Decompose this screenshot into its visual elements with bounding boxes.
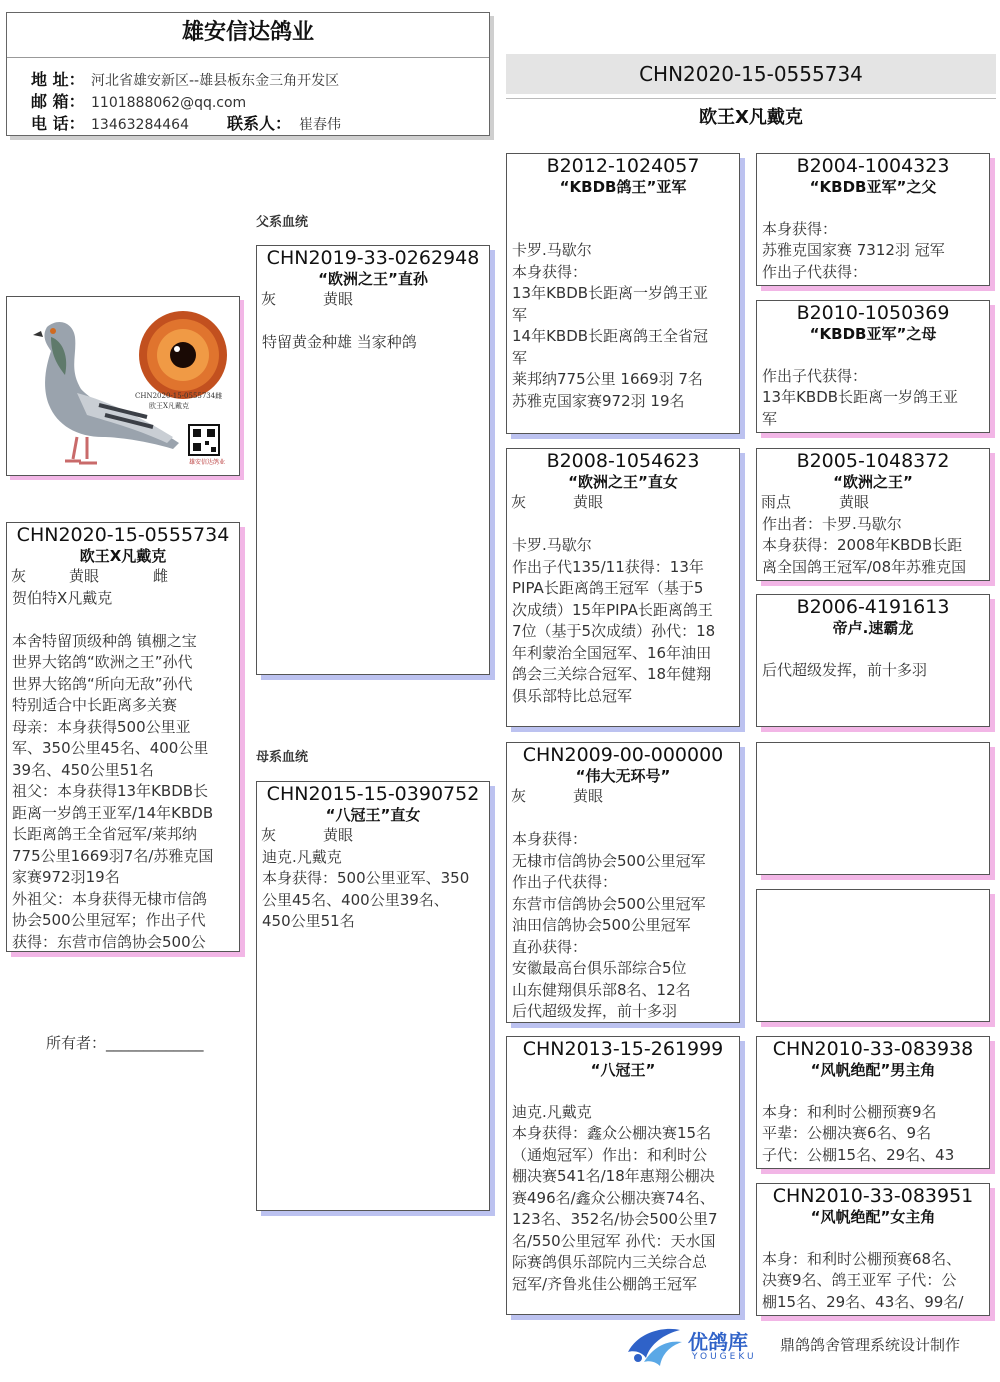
gp-dd-title: “八冠王” — [590, 1061, 656, 1079]
ggp-5-card-empty — [756, 742, 990, 875]
detail-line: 离全国鸽王冠军/08年苏雅克国 — [762, 557, 967, 576]
footer-brand: 优鸽库 — [688, 1330, 748, 1354]
detail-line: 迪克.凡戴克 — [512, 1102, 592, 1121]
detail-line: 后代超级发挥，前十多羽 — [762, 660, 928, 679]
subject-eye: 黄眼 — [69, 567, 100, 585]
ggp4-title: 帝卢.速霸龙 — [832, 619, 914, 637]
detail-line: 公里45名、400公里39名、 — [262, 890, 449, 909]
detail-line: 后代超级发挥，前十多羽 — [512, 1002, 678, 1020]
detail-line: 作出者：卡罗.马歇尔 — [762, 514, 902, 533]
footer-credit: 鼎鸽鸽舍管理系统设计制作 — [780, 1336, 961, 1354]
gp-ss-lines — [507, 197, 739, 412]
detail-line: 东营市信鸽协会500公里冠军 — [512, 894, 706, 913]
address-value: 河北省雄安新区--雄县板东金三角开发区 — [91, 73, 340, 89]
photo-caption-ring: CHN2020-15-0555734雌 — [135, 392, 223, 400]
ggp4-lines — [757, 638, 989, 681]
gp-ss-title: “KBDB鸽王”亚军 — [559, 178, 687, 196]
ggp2-title: “KBDB亚军”之母 — [809, 325, 937, 343]
detail-line: 获得：东营市信鸽协会500公 — [12, 932, 206, 951]
ggp4-ring: B2006-4191613 — [796, 596, 950, 618]
detail-line: 苏雅克国家赛 7312羽 冠军 — [762, 241, 945, 259]
granddam-maternal-card — [506, 1036, 740, 1315]
ggp3-color: 雨点 — [761, 493, 792, 511]
gp-dd-lines — [507, 1080, 739, 1295]
detail-line: 13年KBDB长距离一岁鸽王亚 — [762, 388, 959, 406]
ggp2-lines — [757, 344, 989, 430]
ggp3-ring: B2005-1048372 — [796, 450, 950, 472]
detail-line — [257, 311, 489, 333]
detail-line: 特别适合中长距离多关赛 — [12, 696, 178, 714]
detail-line: 家赛972羽19名 — [12, 868, 120, 886]
detail-line: 14年KBDB长距离鸽王全省冠 — [512, 327, 709, 345]
detail-line: 本身获得： — [512, 262, 588, 281]
ggp1-title: “KBDB亚军”之父 — [809, 178, 937, 196]
loft-name: 雄安信达鸽业 — [181, 20, 314, 45]
detail-line: 莱邦纳775公里 1669羽 7名 — [512, 370, 703, 388]
detail-line: 军 — [512, 305, 528, 324]
detail-line: 长距离鸽王全省冠军/莱邦纳 — [12, 825, 198, 843]
gp-sd-title: “欧洲之王”直女 — [568, 473, 678, 491]
detail-line: 名/550公里冠军 孙代：天水国 — [512, 1231, 716, 1250]
detail-line — [757, 638, 989, 660]
ggp-4-card — [756, 594, 990, 727]
band-divider — [506, 98, 996, 99]
detail-line: 军 — [512, 348, 528, 367]
detail-line: 作出子代获得： — [512, 873, 618, 891]
email-label: 邮 箱： — [31, 92, 85, 111]
gp-ds-eye: 黄眼 — [573, 787, 604, 805]
owner-field: 所有者：_____________ — [46, 1034, 204, 1052]
ggp1-ring: B2004-1004323 — [796, 155, 950, 177]
gp-sd-ring: B2008-1054623 — [546, 450, 700, 472]
detail-line: 安徽最高台俱乐部综合5位 — [512, 959, 687, 977]
ggp7-title: “风帆绝配”男主角 — [810, 1061, 936, 1079]
subject-card-lines — [7, 588, 239, 953]
detail-line: 本身：和利时公棚预赛68名、 — [762, 1249, 962, 1268]
subject-card-traits — [7, 566, 239, 588]
ggp7-ring: CHN2010-33-083938 — [772, 1038, 974, 1060]
detail-line — [7, 609, 239, 631]
detail-line: 次成绩）15年PIPA长距离鸽王 — [512, 600, 713, 619]
gp-ds-traits — [507, 786, 739, 808]
email-value: 1101888062@qq.com — [91, 95, 247, 111]
loft-header — [6, 12, 490, 136]
detail-line: 军 — [762, 409, 778, 428]
detail-line: 迪克.凡戴克 — [262, 847, 342, 866]
detail-line: 特留黄金种雄 当家种鸽 — [262, 333, 417, 351]
detail-line: 本身获得： — [512, 830, 588, 848]
detail-line: 本身获得：2008年KBDB长距 — [762, 536, 963, 554]
detail-line: 卡罗.马歇尔 — [512, 536, 592, 554]
detail-line: 本身获得： — [762, 219, 838, 238]
detail-line: 直孙获得： — [512, 937, 588, 956]
sire-traits — [257, 289, 489, 311]
ggp8-ring: CHN2010-33-083951 — [772, 1185, 974, 1207]
detail-line: 7位（基于5次成绩）孙代：18 — [512, 622, 716, 640]
footer — [624, 1322, 994, 1368]
ggp7-lines — [757, 1080, 989, 1166]
subject-card-ring: CHN2020-15-0555734 — [16, 524, 230, 546]
gp-ss-ring: B2012-1024057 — [546, 155, 700, 177]
detail-line: 冠军/齐鲁兆佳公棚鸽王冠军 — [512, 1274, 698, 1293]
detail-line — [757, 1080, 989, 1102]
gp-dd-ring: CHN2013-15-261999 — [522, 1038, 724, 1060]
granddam-paternal-card — [506, 448, 740, 727]
ggp8-title: “风帆绝配”女主角 — [810, 1208, 936, 1226]
ggp-1-card — [756, 153, 990, 286]
detail-line — [507, 219, 739, 241]
dam-ring: CHN2015-15-0390752 — [266, 783, 480, 805]
detail-line: 鸽会三关综合冠军、18年健翔 — [512, 665, 712, 683]
yougeku-logo-icon — [624, 1322, 684, 1368]
subject-color: 灰 — [11, 567, 27, 585]
detail-line: 卡罗.马歇尔 — [512, 241, 592, 259]
gp-ds-color: 灰 — [511, 787, 527, 805]
detail-line: 祖父：本身获得13年KBDB长 — [12, 782, 209, 800]
phone-row — [31, 114, 341, 135]
detail-line: 本舍特留顶级种鸽 镇棚之宝 — [12, 631, 197, 650]
gp-ds-lines — [507, 808, 739, 1023]
detail-line: 赛496名/鑫众公棚决赛74名、 — [512, 1188, 715, 1207]
gp-sd-eye: 黄眼 — [573, 493, 604, 511]
email-row — [31, 92, 246, 113]
phone-label: 电 话： — [31, 114, 85, 133]
detail-line — [507, 514, 739, 536]
subject-card — [6, 522, 240, 952]
grandsire-maternal-card — [506, 742, 740, 1023]
subject-title: 欧王X凡戴克 — [699, 107, 803, 128]
detail-line: 作出子代获得： — [762, 366, 868, 385]
detail-line — [757, 197, 989, 219]
detail-line: 棚15名、29名、43名、99名/ — [762, 1292, 964, 1311]
ggp3-title: “欧洲之王” — [833, 473, 913, 491]
phone-value: 13463284464 — [91, 117, 189, 133]
detail-line: PIPA长距离鸽王冠军（基于5 — [512, 579, 704, 597]
detail-line: 作出子代135/11获得：13年 — [512, 557, 704, 576]
pigeon-photo — [6, 296, 240, 476]
detail-line: 协会500公里冠军；作出子代 — [12, 911, 206, 929]
photo-caption-small: 雄安信达鸽业 — [189, 459, 226, 466]
address-label: 地 址： — [31, 70, 85, 89]
detail-line: 775公里1669羽7名/苏雅克国 — [12, 846, 214, 865]
gp-ds-title: “伟大无环号” — [575, 767, 671, 785]
dam-traits — [257, 825, 489, 847]
contact-label: 联系人： — [227, 114, 292, 133]
sire-eye: 黄眼 — [323, 290, 354, 308]
contact-value: 崔春伟 — [299, 117, 342, 133]
detail-line: 母亲：本身获得500公里亚 — [12, 717, 191, 736]
sire-card — [256, 245, 490, 675]
sire-lines — [257, 311, 489, 354]
dam-card — [256, 781, 490, 1211]
grandsire-paternal-card — [506, 153, 740, 434]
dam-lines — [257, 847, 489, 933]
ggp-6-card-empty — [756, 889, 990, 1022]
detail-line: 123名、352名/协会500公里7 — [512, 1210, 718, 1228]
detail-line: 年利蒙治全国冠军、16年油田 — [512, 643, 712, 662]
ggp-7-card — [756, 1036, 990, 1169]
detail-line: 俱乐部特比总冠军 — [512, 686, 633, 705]
detail-line: 决赛9名、鸽王亚军 子代：公 — [762, 1271, 957, 1289]
detail-line: 际赛鸽俱乐部院内三关综合总 — [512, 1253, 708, 1271]
detail-line: 距离一岁鸽王亚军/14年KBDB — [12, 803, 214, 822]
sire-ring: CHN2019-33-0262948 — [266, 247, 480, 269]
photo-caption-name: 欧王X凡戴克 — [149, 402, 189, 410]
sire-title: “欧洲之王”直孙 — [318, 270, 428, 288]
detail-line: 世界大铭鸽“所向无敌”孙代 — [12, 674, 193, 693]
dam-line-label: 母系血统 — [256, 750, 309, 765]
detail-line: 棚决赛541名/18年惠翔公棚决 — [512, 1167, 715, 1185]
gp-sd-color: 灰 — [511, 493, 527, 511]
subject-card-title: 欧王X凡戴克 — [79, 547, 167, 565]
sire-line-label: 父系血统 — [256, 215, 309, 230]
sire-color: 灰 — [261, 290, 277, 308]
dam-eye: 黄眼 — [323, 826, 354, 844]
detail-line: 450公里51名 — [262, 912, 355, 930]
pigeon-illustration — [7, 297, 240, 476]
dam-title: “八冠王”直女 — [325, 806, 421, 824]
detail-line: 子代：公棚15名、29名、43 — [762, 1145, 955, 1164]
detail-line: 油田信鸽协会500公里冠军 — [512, 916, 691, 934]
gp-sd-traits — [507, 492, 739, 514]
detail-line: （通炮冠军）作出：和利时公 — [512, 1145, 708, 1164]
detail-line — [507, 1080, 739, 1102]
address-row — [31, 70, 339, 91]
detail-line — [507, 808, 739, 830]
ggp8-lines — [757, 1227, 989, 1313]
detail-line: 平辈：公棚决赛6名、9名 — [762, 1124, 932, 1142]
subject-sex: 雌 — [153, 567, 169, 585]
detail-line: 作出子代获得： — [762, 262, 868, 281]
detail-line: 本身：和利时公棚预赛9名 — [762, 1102, 937, 1121]
detail-line — [757, 1227, 989, 1249]
ggp-8-card — [756, 1183, 990, 1316]
ggp-2-card — [756, 300, 990, 433]
detail-line: 本身获得：500公里亚军、350 — [262, 869, 470, 887]
detail-line — [507, 197, 739, 219]
ggp2-ring: B2010-1050369 — [796, 302, 950, 324]
ggp-3-card — [756, 448, 990, 581]
detail-line: 贺伯特X凡戴克 — [12, 588, 113, 607]
detail-line: 世界大铭鸽“欧洲之王”孙代 — [12, 653, 193, 671]
ggp3-eye: 黄眼 — [839, 493, 870, 511]
detail-line: 39名、450公里51名 — [12, 760, 154, 779]
ggp3-traits — [757, 492, 989, 514]
subject-ring-band: CHN2020-15-0555734 — [506, 54, 996, 94]
detail-line: 13年KBDB长距离一岁鸽王亚 — [512, 284, 709, 302]
dam-color: 灰 — [261, 826, 277, 844]
detail-line: 山东健翔俱乐部8名、12名 — [512, 980, 691, 999]
ggp1-lines — [757, 197, 989, 283]
ggp3-lines — [757, 514, 989, 579]
detail-line: 苏雅克国家赛972羽 19名 — [512, 391, 685, 410]
detail-line: 外祖父：本身获得无棣市信鸽 — [12, 889, 208, 908]
detail-line: 本身获得：鑫众公棚决赛15名 — [512, 1124, 712, 1142]
gp-sd-lines — [507, 514, 739, 708]
gp-ds-ring: CHN2009-00-000000 — [522, 744, 724, 766]
detail-line: 无棣市信鸽协会500公里冠军 — [512, 851, 706, 870]
detail-line: 军、350公里45名、400公里 — [12, 739, 209, 757]
header-divider — [7, 57, 489, 58]
footer-brand-en: YOUGEKU — [692, 1352, 757, 1362]
detail-line — [757, 344, 989, 366]
